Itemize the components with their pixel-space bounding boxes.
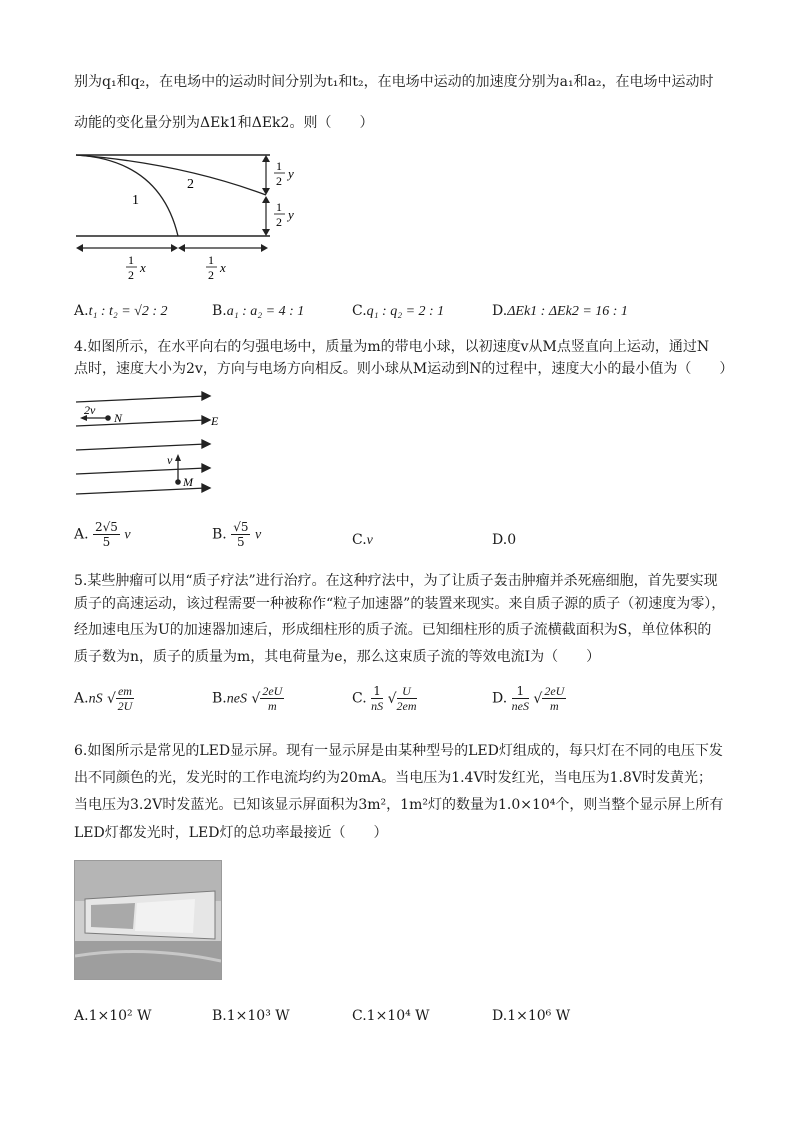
q5-stem-line-4: 质子数为n，质子的质量为m，其电荷量为e，那么这束质子流的等效电流I为（ ）	[74, 649, 601, 665]
q5-stem-line-1: 5.某些肿瘤可以用“质子疗法”进行治疗。在这种疗法中，为了让质子轰击肿瘤并杀死癌细胞，首先要实现	[74, 573, 718, 589]
q5-option-b[interactable]: B.neS √ $\frac{2eU}{m}$	[212, 684, 283, 713]
led-display-image	[75, 861, 221, 979]
q6-stem-line-1: 6.如图所示是常见的LED显示屏。现有一显示屏是由某种型号的LED灯组成的，每只灯在不同的电压下发	[74, 743, 723, 759]
half-x-right-den: 2	[208, 268, 214, 282]
q5-stem-line-2: 质子的高速运动，该过程需要一种被称作“粒子加速器”的装置来现实。来自质子源的质子（初速度为零），	[74, 596, 726, 612]
half-x-left: x	[140, 260, 146, 275]
half-label-top-num: 1	[276, 159, 282, 173]
half-x-left-num: 1	[128, 253, 134, 267]
half-x-right: x	[220, 260, 226, 275]
q6-option-c[interactable]: C.1×10⁴ W	[352, 1008, 430, 1024]
q5-option-d[interactable]: D. $\frac{1}{\text{neS}}$ √ $\frac{2eU}{m}$	[492, 684, 565, 713]
q3-option-b[interactable]: B.a₁ : a₂ = 4 : 1	[212, 303, 305, 319]
label-v: v	[167, 453, 173, 467]
q5-stem-line-3: 经加速电压为U的加速器加速后，形成细柱形的质子流。已知细柱形的质子流横截面积为S，单位体积的	[74, 622, 712, 638]
half-y-top: y	[288, 166, 294, 181]
q3-option-c[interactable]: C.q₁ : q₂ = 2 : 1	[352, 303, 445, 319]
q3-trajectory-figure	[70, 148, 310, 288]
q5-option-a[interactable]: A.nS √ $\frac{em}{2U}$	[74, 684, 133, 713]
half-label-bot-num: 1	[276, 200, 282, 214]
half-label-bot-den: 2	[276, 215, 282, 229]
q5-option-c[interactable]: C. $\frac{1}{nS}$ √ $\frac{U}{2em}$	[352, 684, 417, 713]
label-2v: 2v	[84, 403, 96, 417]
label-E: E	[211, 414, 219, 428]
led-display-photo	[74, 860, 222, 980]
q3-stem-line-1: 别为q₁和q₂，在电场中的运动时间分别为t₁和t₂，在电场中运动的加速度分别为a₁和a₂，在电场中运动时	[74, 74, 714, 90]
q3-option-a[interactable]: A.t₁ : t₂ = √2 : 2	[74, 303, 168, 319]
half-label-top-den: 2	[276, 174, 282, 188]
q4-field-figure	[70, 390, 240, 500]
label-M: M	[183, 475, 193, 489]
q6-option-b[interactable]: B.1×10³ W	[212, 1008, 290, 1024]
q4-option-a[interactable]: A. $\frac{2√5}{5}$ v	[74, 520, 131, 549]
q4-option-c[interactable]: C.v	[352, 532, 373, 548]
q6-stem-line-3: 当电压为3.2V时发蓝光。已知该显示屏面积为3m²，1m²灯的数量为1.0×10⁴个，则当整个显示屏上所有	[74, 797, 724, 813]
q3-option-d[interactable]: D.ΔEk1 : ΔEk2 = 16 : 1	[492, 303, 628, 319]
q4-stem-line-2: 点时，速度大小为2v，方向与电场方向相反。则小球从M运动到N的过程中，速度大小的最小值为（ ）	[74, 361, 734, 377]
trajectory-2	[76, 155, 266, 195]
trajectory-1	[76, 155, 178, 236]
q6-option-d[interactable]: D.1×10⁶ W	[492, 1008, 571, 1024]
label-2: 2	[187, 177, 194, 192]
q4-option-d[interactable]: D.0	[492, 532, 517, 548]
q4-option-b[interactable]: B. $\frac{√5}{5}$ v	[212, 520, 262, 549]
q6-option-a[interactable]: A.1×10² W	[74, 1008, 152, 1024]
half-y-bot: y	[288, 207, 294, 222]
q4-stem-line-1: 4.如图所示，在水平向右的匀强电场中，质量为m的带电小球，以初速度v从M点竖直向上运动，通过N	[74, 339, 710, 355]
half-x-left-den: 2	[128, 268, 134, 282]
half-x-right-num: 1	[208, 253, 214, 267]
q6-stem-line-2: 出不同颜色的光，发光时的工作电流均约为20mA。当电压为1.4V时发红光，当电压为1.8V时发黄光；	[74, 770, 712, 786]
label-N: N	[114, 411, 123, 425]
q6-stem-line-4: LED灯都发光时，LED灯的总功率最接近（ ）	[74, 825, 388, 841]
q3-stem-line-2: 动能的变化量分别为ΔEk1和ΔEk2。则（ ）	[74, 115, 374, 131]
label-1: 1	[132, 193, 139, 208]
